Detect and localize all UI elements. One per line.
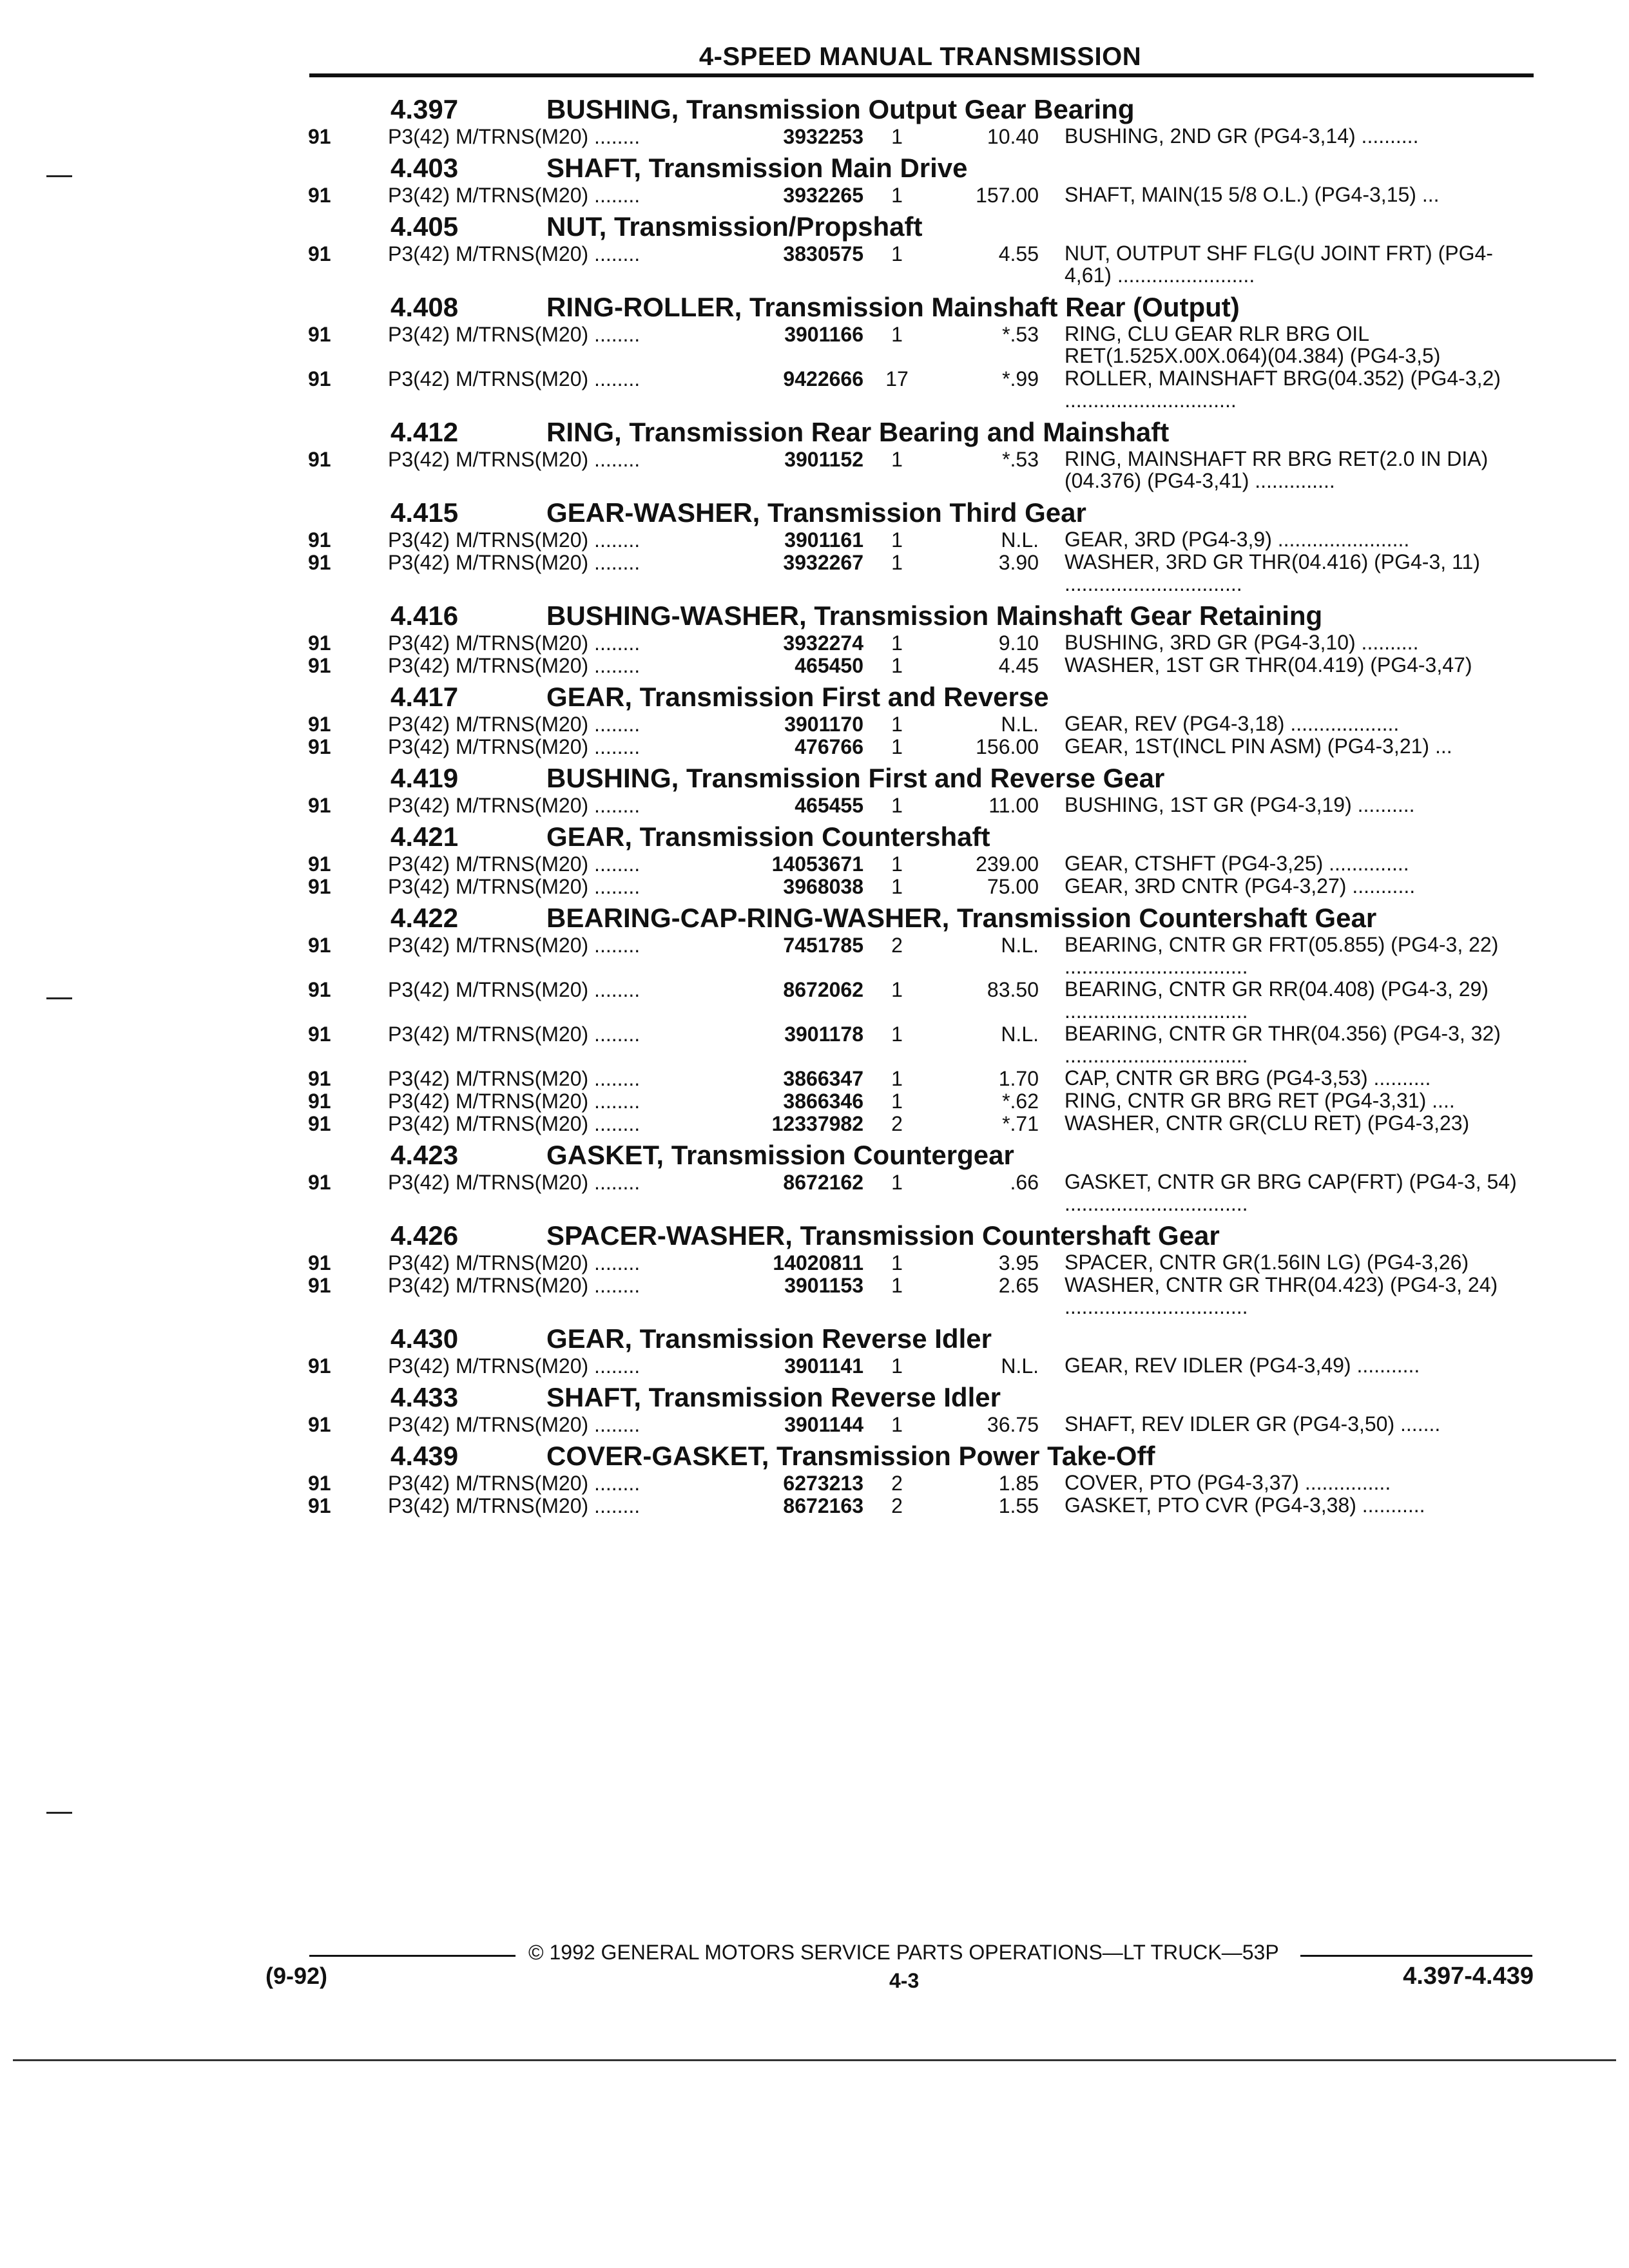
part-row: [0, 1494, 1629, 1517]
part-row: [0, 1354, 1629, 1377]
quantity: 1: [891, 184, 903, 207]
part-number: 3901152: [784, 448, 863, 471]
quantity: 1: [891, 551, 903, 574]
part-number: 3866347: [783, 1067, 863, 1090]
price: 9.10: [998, 631, 1039, 655]
usage-code: 91: [308, 735, 331, 758]
part-row: [0, 367, 1629, 412]
part-description: SHAFT, REV IDLER GR (PG4-3,50) .......: [1065, 1412, 1441, 1436]
price: 36.75: [987, 1413, 1039, 1436]
usage-code: 91: [308, 631, 331, 655]
part-row: [0, 1067, 1629, 1090]
part-number: 3830575: [783, 242, 863, 265]
model-application: P3(42) M/TRNS(M20) ........: [388, 1023, 641, 1046]
quantity: 1: [891, 1413, 903, 1436]
header-rule: [309, 73, 1534, 77]
model-application: P3(42) M/TRNS(M20) ........: [388, 1472, 641, 1495]
usage-code: 91: [308, 978, 331, 1001]
part-description: RING, CLU GEAR RLR BRG OIL RET(1.525X.00X.064)(04.384) (PG4-3,5): [1065, 322, 1441, 367]
section-title: GEAR-WASHER, Transmission Third Gear: [546, 497, 1086, 528]
revision-date: (9-92): [265, 1963, 328, 1989]
part-row: [0, 125, 1629, 148]
part-description: BUSHING, 1ST GR (PG4-3,19) ..........: [1065, 793, 1415, 816]
usage-code: 91: [308, 367, 331, 390]
part-number: 8672062: [783, 978, 863, 1001]
model-application: P3(42) M/TRNS(M20) ........: [388, 528, 641, 552]
section-heading: [0, 677, 1629, 713]
usage-code: 91: [308, 1274, 331, 1297]
usage-code: 91: [308, 1112, 331, 1135]
model-application: P3(42) M/TRNS(M20) ........: [388, 852, 641, 876]
section-title: RING-ROLLER, Transmission Mainshaft Rear (Output): [546, 292, 1240, 322]
part-number: 3901144: [784, 1413, 863, 1436]
usage-code: 91: [308, 852, 331, 876]
usage-code: 91: [308, 1413, 331, 1436]
section-heading: [0, 758, 1629, 794]
part-description: GEAR, 3RD (PG4-3,9) .......................: [1065, 528, 1410, 551]
price: 3.90: [998, 551, 1039, 574]
part-number: 465450: [795, 654, 863, 677]
section-heading: [0, 816, 1629, 852]
model-application: P3(42) M/TRNS(M20) ........: [388, 978, 641, 1001]
quantity: 1: [891, 794, 903, 817]
part-description: GEAR, CTSHFT (PG4-3,25) ..............: [1065, 852, 1409, 875]
section-title: COVER-GASKET, Transmission Power Take-Off: [546, 1441, 1155, 1471]
section-title: GASKET, Transmission Countergear: [546, 1140, 1014, 1170]
model-application: P3(42) M/TRNS(M20) ........: [388, 367, 641, 390]
part-number: 3932265: [783, 184, 863, 207]
part-row: [0, 1413, 1629, 1436]
price: 1.55: [998, 1494, 1039, 1517]
footer-rule: [1300, 1955, 1532, 1957]
price: N.L.: [1001, 1023, 1039, 1046]
part-row: [0, 1023, 1629, 1067]
model-application: P3(42) M/TRNS(M20) ........: [388, 1494, 641, 1517]
section-heading: [0, 1436, 1629, 1472]
model-application: P3(42) M/TRNS(M20) ........: [388, 654, 641, 677]
section-heading: [0, 206, 1629, 242]
part-number: 3901178: [784, 1023, 863, 1046]
section-number: 4.423: [390, 1140, 459, 1170]
part-row: [0, 654, 1629, 677]
section-number: 4.421: [390, 822, 459, 852]
model-application: P3(42) M/TRNS(M20) ........: [388, 1251, 641, 1274]
page-title: 4-SPEED MANUAL TRANSMISSION: [699, 43, 1142, 71]
section-title: BUSHING-WASHER, Transmission Mainshaft Gear Retaining: [546, 601, 1323, 631]
model-application: P3(42) M/TRNS(M20) ........: [388, 125, 641, 148]
section-heading: [0, 898, 1629, 934]
part-description: WASHER, CNTR GR THR(04.423) (PG4-3, 24) ................................: [1065, 1273, 1498, 1318]
usage-code: 91: [308, 1251, 331, 1274]
section-number: 4.415: [390, 497, 459, 528]
quantity: 2: [891, 1494, 903, 1517]
part-description: BEARING, CNTR GR FRT(05.855) (PG4-3, 22) ................................: [1065, 933, 1499, 978]
part-row: [0, 448, 1629, 492]
part-number: 3901153: [784, 1274, 863, 1297]
section-title: RING, Transmission Rear Bearing and Mainshaft: [546, 417, 1170, 447]
section-number: 4.419: [390, 763, 459, 793]
section-heading: [0, 287, 1629, 323]
model-application: P3(42) M/TRNS(M20) ........: [388, 448, 641, 471]
section-title: BUSHING, Transmission Output Gear Bearing: [546, 94, 1135, 124]
part-number: 14020811: [773, 1251, 863, 1274]
price: 2.65: [998, 1274, 1039, 1297]
quantity: 17: [885, 367, 909, 390]
quantity: 1: [891, 1251, 903, 1274]
quantity: 1: [891, 1354, 903, 1378]
part-row: [0, 934, 1629, 978]
part-number: 3901166: [784, 323, 863, 346]
price: 4.55: [998, 242, 1039, 265]
part-number: 8672162: [783, 1171, 863, 1194]
part-row: [0, 1112, 1629, 1135]
price: N.L.: [1001, 934, 1039, 957]
section-number: 4.412: [390, 417, 459, 447]
section-title: SHAFT, Transmission Reverse Idler: [546, 1382, 1001, 1412]
quantity: 2: [891, 1472, 903, 1495]
price: 156.00: [976, 735, 1039, 758]
usage-code: 91: [308, 323, 331, 346]
usage-code: 91: [308, 1354, 331, 1378]
footer-rule: [309, 1955, 516, 1957]
section-number: 4.439: [390, 1441, 459, 1471]
section-title: BEARING-CAP-RING-WASHER, Transmission Countershaft Gear: [546, 903, 1377, 933]
part-number: 3901141: [784, 1354, 863, 1378]
section-number: 4.403: [390, 153, 459, 183]
usage-code: 91: [308, 654, 331, 677]
part-row: [0, 551, 1629, 595]
price: N.L.: [1001, 528, 1039, 552]
part-row: [0, 735, 1629, 758]
model-application: P3(42) M/TRNS(M20) ........: [388, 735, 641, 758]
part-description: BUSHING, 2ND GR (PG4-3,14) ..........: [1065, 124, 1419, 148]
section-number: 4.422: [390, 903, 459, 933]
part-row: [0, 242, 1629, 287]
quantity: 2: [891, 1112, 903, 1135]
part-number: 3968038: [783, 875, 863, 898]
section-heading: [0, 1318, 1629, 1354]
price: 157.00: [976, 184, 1039, 207]
part-number: 3866346: [783, 1090, 863, 1113]
section-number: 4.430: [390, 1323, 459, 1354]
model-application: P3(42) M/TRNS(M20) ........: [388, 1067, 641, 1090]
part-description: NUT, OUTPUT SHF FLG(U JOINT FRT) (PG4-4,61) ........................: [1065, 242, 1493, 287]
price: 4.45: [998, 654, 1039, 677]
price: 10.40: [987, 125, 1039, 148]
part-description: WASHER, 3RD GR THR(04.416) (PG4-3, 11) ...............................: [1065, 550, 1480, 595]
part-row: [0, 978, 1629, 1023]
section-heading: [0, 1377, 1629, 1413]
price: 239.00: [976, 852, 1039, 876]
model-application: P3(42) M/TRNS(M20) ........: [388, 184, 641, 207]
part-number: 465455: [795, 794, 863, 817]
part-row: [0, 323, 1629, 367]
part-number: 12337982: [771, 1112, 863, 1135]
copyright-text: © 1992 GENERAL MOTORS SERVICE PARTS OPERATIONS—LT TRUCK—53P: [528, 1941, 1279, 1964]
part-row: [0, 631, 1629, 654]
part-row: [0, 1274, 1629, 1318]
price: *.99: [1002, 367, 1039, 390]
part-description: BUSHING, 3RD GR (PG4-3,10) ..........: [1065, 631, 1419, 654]
section-number: 4.416: [390, 601, 459, 631]
quantity: 1: [891, 1023, 903, 1046]
part-description: GASKET, PTO CVR (PG4-3,38) ...........: [1065, 1494, 1425, 1517]
price: .66: [1010, 1171, 1039, 1194]
quantity: 1: [891, 735, 903, 758]
quantity: 1: [891, 323, 903, 346]
usage-code: 91: [308, 875, 331, 898]
model-application: P3(42) M/TRNS(M20) ........: [388, 1112, 641, 1135]
price: 3.95: [998, 1251, 1039, 1274]
quantity: 1: [891, 1171, 903, 1194]
part-number: 8672163: [783, 1494, 863, 1517]
section-number: 4.417: [390, 682, 459, 712]
price: *.71: [1002, 1112, 1039, 1135]
usage-code: 91: [308, 1023, 331, 1046]
model-application: P3(42) M/TRNS(M20) ........: [388, 1413, 641, 1436]
section-title: SHAFT, Transmission Main Drive: [546, 153, 968, 183]
price: *.53: [1002, 448, 1039, 471]
usage-code: 91: [308, 1090, 331, 1113]
part-description: ROLLER, MAINSHAFT BRG(04.352) (PG4-3,2) ..............................: [1065, 367, 1501, 412]
model-application: P3(42) M/TRNS(M20) ........: [388, 875, 641, 898]
section-number: 4.397: [390, 94, 459, 124]
part-description: COVER, PTO (PG4-3,37) ...............: [1065, 1471, 1391, 1494]
part-description: GEAR, REV IDLER (PG4-3,49) ...........: [1065, 1354, 1420, 1377]
part-description: GASKET, CNTR GR BRG CAP(FRT) (PG4-3, 54) ................................: [1065, 1170, 1517, 1215]
usage-code: 91: [308, 242, 331, 265]
price: 1.85: [998, 1472, 1039, 1495]
part-description: BEARING, CNTR GR THR(04.356) (PG4-3, 32) ................................: [1065, 1022, 1501, 1067]
part-number: 7451785: [783, 934, 863, 957]
model-application: P3(42) M/TRNS(M20) ........: [388, 1354, 641, 1378]
part-description: GEAR, 3RD CNTR (PG4-3,27) ...........: [1065, 874, 1416, 898]
price: *.62: [1002, 1090, 1039, 1113]
model-application: P3(42) M/TRNS(M20) ........: [388, 551, 641, 574]
part-description: SPACER, CNTR GR(1.56IN LG) (PG4-3,26): [1065, 1251, 1469, 1274]
quantity: 1: [891, 528, 903, 552]
section-number: 4.426: [390, 1220, 459, 1251]
section-number: 4.408: [390, 292, 459, 322]
quantity: 1: [891, 448, 903, 471]
part-description: RING, CNTR GR BRG RET (PG4-3,31) ....: [1065, 1089, 1455, 1112]
quantity: 1: [891, 875, 903, 898]
section-range: 4.397-4.439: [1403, 1963, 1534, 1990]
part-description: GEAR, REV (PG4-3,18) ...................: [1065, 712, 1400, 735]
part-description: BEARING, CNTR GR RR(04.408) (PG4-3, 29) ................................: [1065, 977, 1489, 1023]
usage-code: 91: [308, 551, 331, 574]
section-heading: [0, 412, 1629, 448]
price: N.L.: [1001, 713, 1039, 736]
usage-code: 91: [308, 794, 331, 817]
section-heading: [0, 89, 1629, 125]
usage-code: 91: [308, 1494, 331, 1517]
part-row: [0, 1171, 1629, 1215]
part-row: [0, 852, 1629, 875]
bottom-edge-line: [13, 2059, 1616, 2061]
part-row: [0, 184, 1629, 206]
usage-code: 91: [308, 184, 331, 207]
part-description: WASHER, CNTR GR(CLU RET) (PG4-3,23): [1065, 1111, 1470, 1135]
model-application: P3(42) M/TRNS(M20) ........: [388, 713, 641, 736]
quantity: 1: [891, 654, 903, 677]
usage-code: 91: [308, 1472, 331, 1495]
price: *.53: [1002, 323, 1039, 346]
section-number: 4.405: [390, 211, 459, 242]
part-number: 3932267: [783, 551, 863, 574]
part-number: 3901170: [784, 713, 863, 736]
part-row: [0, 1472, 1629, 1494]
part-description: WASHER, 1ST GR THR(04.419) (PG4-3,47): [1065, 653, 1472, 677]
quantity: 1: [891, 242, 903, 265]
model-application: P3(42) M/TRNS(M20) ........: [388, 1090, 641, 1113]
part-number: 6273213: [783, 1472, 863, 1495]
margin-mark: [46, 1812, 72, 1814]
section-heading: [0, 148, 1629, 184]
quantity: 1: [891, 978, 903, 1001]
model-application: P3(42) M/TRNS(M20) ........: [388, 1171, 641, 1194]
section-title: GEAR, Transmission First and Reverse: [546, 682, 1049, 712]
quantity: 2: [891, 934, 903, 957]
usage-code: 91: [308, 528, 331, 552]
price: 75.00: [987, 875, 1039, 898]
model-application: P3(42) M/TRNS(M20) ........: [388, 934, 641, 957]
quantity: 1: [891, 713, 903, 736]
section-heading: [0, 595, 1629, 631]
price: 83.50: [987, 978, 1039, 1001]
section-number: 4.433: [390, 1382, 459, 1412]
section-title: NUT, Transmission/Propshaft: [546, 211, 923, 242]
quantity: 1: [891, 1090, 903, 1113]
quantity: 1: [891, 1067, 903, 1090]
part-row: [0, 875, 1629, 898]
parts-list: [0, 89, 1629, 1517]
model-application: P3(42) M/TRNS(M20) ........: [388, 323, 641, 346]
part-row: [0, 1090, 1629, 1112]
quantity: 1: [891, 631, 903, 655]
section-heading: [0, 1215, 1629, 1251]
part-row: [0, 528, 1629, 551]
price: N.L.: [1001, 1354, 1039, 1378]
model-application: P3(42) M/TRNS(M20) ........: [388, 631, 641, 655]
part-number: 14053671: [771, 852, 863, 876]
model-application: P3(42) M/TRNS(M20) ........: [388, 242, 641, 265]
part-number: 9422666: [783, 367, 863, 390]
part-row: [0, 713, 1629, 735]
part-description: CAP, CNTR GR BRG (PG4-3,53) ..........: [1065, 1066, 1431, 1090]
page-number: 4-3: [889, 1969, 920, 1992]
price: 1.70: [998, 1067, 1039, 1090]
part-description: SHAFT, MAIN(15 5/8 O.L.) (PG4-3,15) ...: [1065, 183, 1440, 206]
usage-code: 91: [308, 713, 331, 736]
usage-code: 91: [308, 1067, 331, 1090]
usage-code: 91: [308, 1171, 331, 1194]
section-title: GEAR, Transmission Countershaft: [546, 822, 990, 852]
part-number: 3932274: [783, 631, 863, 655]
section-heading: [0, 1135, 1629, 1171]
part-number: 3932253: [783, 125, 863, 148]
usage-code: 91: [308, 934, 331, 957]
section-title: SPACER-WASHER, Transmission Countershaft Gear: [546, 1220, 1220, 1251]
part-row: [0, 1251, 1629, 1274]
section-title: BUSHING, Transmission First and Reverse Gear: [546, 763, 1165, 793]
model-application: P3(42) M/TRNS(M20) ........: [388, 1274, 641, 1297]
part-number: 3901161: [784, 528, 863, 552]
usage-code: 91: [308, 125, 331, 148]
part-row: [0, 794, 1629, 816]
quantity: 1: [891, 1274, 903, 1297]
quantity: 1: [891, 125, 903, 148]
quantity: 1: [891, 852, 903, 876]
usage-code: 91: [308, 448, 331, 471]
part-description: GEAR, 1ST(INCL PIN ASM) (PG4-3,21) ...: [1065, 735, 1452, 758]
part-number: 476766: [795, 735, 863, 758]
model-application: P3(42) M/TRNS(M20) ........: [388, 794, 641, 817]
part-description: RING, MAINSHAFT RR BRG RET(2.0 IN DIA)(04.376) (PG4-3,41) ..............: [1065, 447, 1489, 492]
section-title: GEAR, Transmission Reverse Idler: [546, 1323, 992, 1354]
price: 11.00: [988, 794, 1039, 817]
section-heading: [0, 492, 1629, 528]
